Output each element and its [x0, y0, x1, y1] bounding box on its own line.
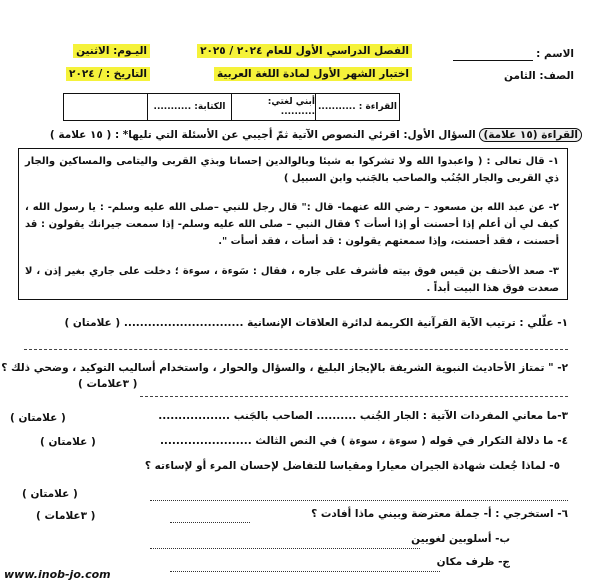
exam-date: التاريخ : / ٢٠٢٤ — [66, 67, 150, 81]
question-one-heading — [50, 129, 582, 141]
question-1: ١- علّلي : ترتيب الآية القرآنية الكريمة لدائرة العلاقات الإنسانية .............................. ( علامتان ) — [64, 317, 568, 329]
passage-3: ٣- صعد الأحنف بن قيس فوق بيته فأشرف على جاره ، فقال : سَوءة ، سوءة ؛ دخلت على جاري بغير إذن ، لا صعدت فوق هذا البيت أبداً . — [25, 266, 559, 294]
passage-1: ١- قال تعالى : ( واعبدوا الله ولا تشركوا به شيئا وبالوالدين إحسانا وبذي القربى واليتامى والمساكين والجار ذي القربى والجار الجُنُب والصاحب بالجَنب وابن السبيل ) — [25, 156, 559, 184]
marks-table — [63, 93, 400, 121]
reading-mark: القراءة : ........... — [315, 94, 399, 120]
question-one-text: السؤال الأول: اقرئي النصوص الآتية ثمّ أجيبي عن الأسئلة التي تليها* : ( ١٥ علامة ) — [49, 129, 476, 141]
answer-line-2[interactable] — [140, 396, 568, 397]
question-5: ٥- لماذا جُعلت شهادة الجيران معيارا ومقياسا للتفاضل لإحسان المرء أو لإساءته ؟ — [144, 460, 560, 472]
semester-title: الفصل الدراسي الأول للعام ٢٠٢٤ / ٢٠٢٥ — [197, 44, 412, 58]
class-label: الصف: الثامن — [504, 70, 574, 82]
answer-line-5[interactable] — [150, 500, 568, 501]
writing-mark: الكتابة: ........... — [147, 94, 231, 120]
question-6-mark: ( ٣علامات ) — [36, 510, 96, 522]
name-line — [453, 48, 533, 61]
grammar-mark: أبني لغتي: .......... — [231, 94, 315, 120]
question-5-mark: ( علامتان ) — [22, 488, 78, 500]
exam-title: اختبار الشهر الأول لمادة اللغة العربية — [214, 67, 412, 81]
question-2-mark: ( ٣علامات ) — [78, 378, 138, 390]
question-6-b: ب- أسلوبين لغويين — [411, 533, 510, 545]
question-4-mark: ( علامتان ) — [40, 436, 96, 448]
student-name-field: الاسم : — [453, 48, 575, 61]
passages-box — [18, 148, 568, 300]
total-mark — [64, 94, 147, 120]
answer-line-6c[interactable] — [170, 571, 440, 572]
question-4: ٤- ما دلالة التكرار في قوله ( سوءة ، سوءة ) في النص الثالث ....................... — [159, 435, 568, 447]
answer-line-1[interactable] — [24, 349, 568, 350]
exam-day: اليـوم: الاثنين — [73, 44, 150, 58]
question-3: ٣-ما معاني المفردات الآتية : الجار الجُنب .......... الصاحب بالجَنب .................. — [158, 410, 568, 422]
question-6: ٦- استخرجي : أ- جملة معترضة وبيني ماذا أفادت ؟ — [311, 508, 568, 520]
reading-tag: القراءة (١٥ علامة) — [479, 128, 582, 142]
answer-line-6b[interactable] — [150, 548, 420, 549]
question-6-c: ج- ظرف مكان — [436, 556, 510, 568]
site-watermark: www.inob-jo.com — [4, 568, 111, 581]
passage-2: ٢- عن عبد الله بن مسعود – رضي الله عنهما- قال :" قال رجل للنبي –صلى الله عليه وسلم- : يا رسول الله ، كيف لي أن أعلم إذا أحسنت أو إذا أسأت ؟ فقال النبي – صلى الله عليه وسلم- إذا سمعت جيرانك يقولون : قد أحسنت ، فقد أحسنت، وإذا سمعتهم يقولون : قد أسأت ، فقد أسأت ". — [25, 202, 559, 247]
answer-line-6a[interactable] — [170, 522, 250, 523]
question-2: ٢- " تمتاز الأحاديث النبوية الشريفة بالإيجاز البليغ ، والسؤال والحوار ، واستخدام أساليب التوكيد ، وضحي ذلك ؟ — [1, 362, 568, 374]
question-3-mark: ( علامتان ) — [10, 412, 66, 424]
